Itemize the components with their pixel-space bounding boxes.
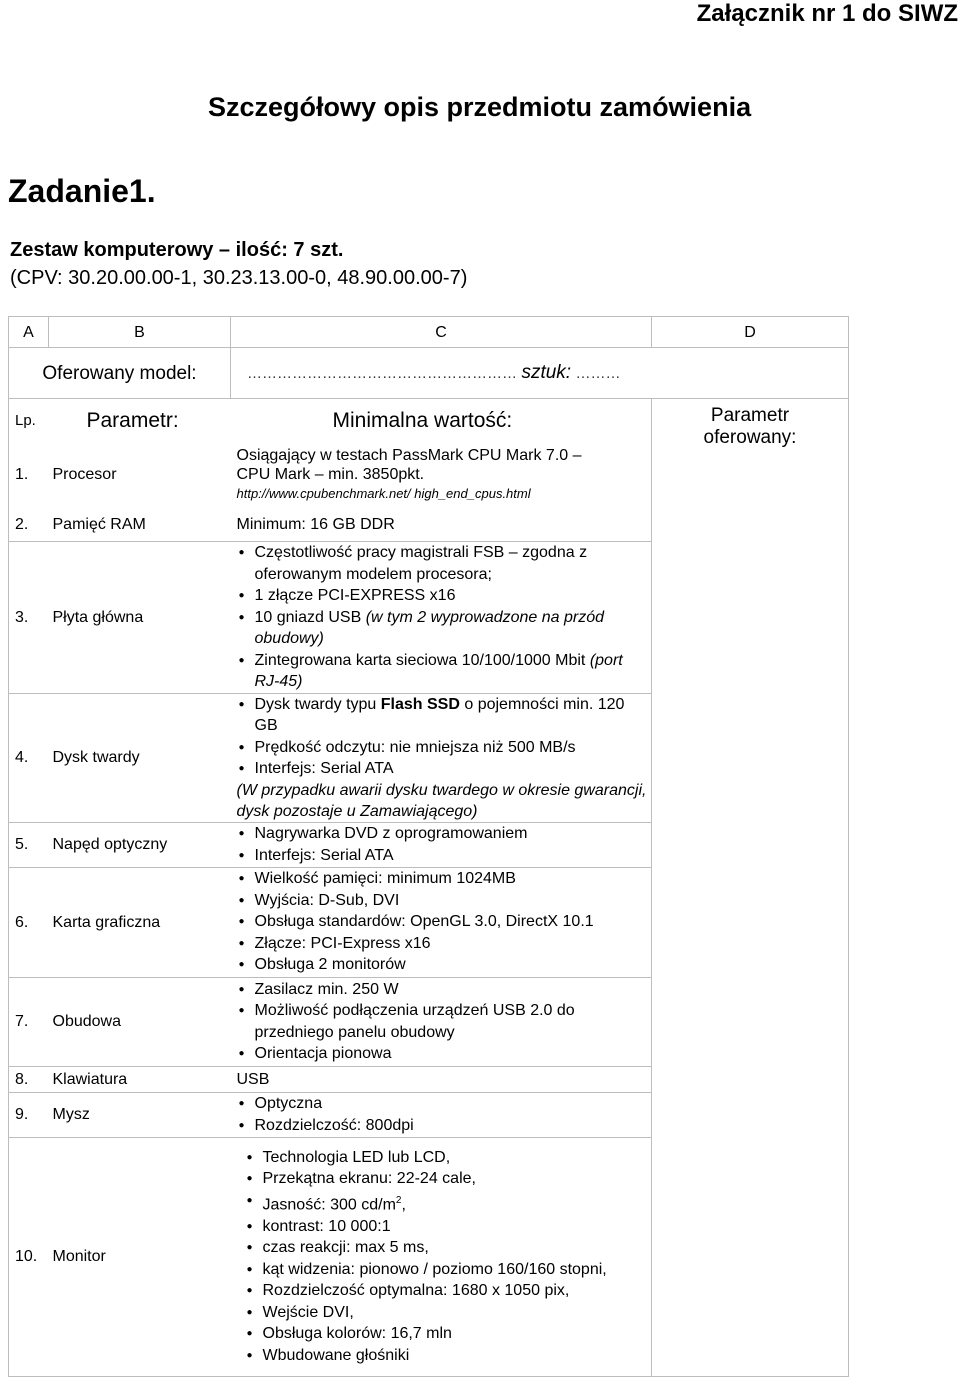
benchmark-link[interactable]: http://www.cpubenchmark.net/ high_end_cpus.html — [236, 485, 531, 501]
header-offered: Parametr oferowany: — [703, 405, 797, 448]
item-text: Dysk twardy typu — [254, 695, 381, 713]
row-number: 5. — [9, 822, 49, 867]
list-item: ● Możliwość podłączenia urządzeń USB 2.0 do przedniego panelu obudowy — [237, 1000, 652, 1043]
list-item: ● Interfejs: Serial ATA — [237, 845, 652, 867]
list-item: ● Złącze: PCI-Express x16 — [237, 933, 652, 955]
row-param-name: Karta graficzna — [49, 867, 231, 977]
row-number: 8. — [9, 1066, 49, 1092]
row-min-value — [231, 977, 652, 1066]
item-text: 10 gniazd USB — [254, 608, 366, 626]
list-item: ● 1 złącze PCI-EXPRESS x16 — [237, 585, 652, 607]
list-item: ● Obsługa standardów: OpenGL 3.0, DirectX 10.1 — [237, 911, 652, 933]
list-item: ● kąt widzenia: pionowo / poziomo 160/160 stopni, — [245, 1259, 652, 1281]
list-item: ● Przekątna ekranu: 22-24 cale, — [245, 1168, 652, 1190]
row-param-name: Klawiatura — [49, 1066, 231, 1092]
row-param-name: Procesor — [52, 465, 117, 483]
row-param-name: Płyta główna — [49, 542, 231, 694]
list-item: ● Wyjścia: D-Sub, DVI — [237, 890, 652, 912]
row-min-value — [231, 542, 652, 694]
item-note: (w tym 2 wyprowadzone na przód obudowy) — [254, 608, 605, 647]
list-item: ● Częstotliwość pracy magistrali FSB – zgodna z oferowanym modelem procesora; — [237, 542, 652, 585]
header-param: Parametr: — [86, 408, 179, 432]
row-param-name: Mysz — [49, 1092, 231, 1137]
row-number: 3. — [9, 542, 49, 694]
list-item — [237, 694, 652, 737]
list-item: ● czas reakcji: max 5 ms, — [245, 1237, 652, 1259]
column-letters-row — [9, 317, 849, 348]
task-heading: Zadanie1. — [8, 173, 156, 209]
row-param-name: Dysk twardy — [49, 693, 231, 822]
list-item — [237, 650, 652, 693]
row-param-name: Monitor — [49, 1137, 231, 1376]
list-item: ● Rozdzielczość: 800dpi — [237, 1115, 652, 1137]
row-number: 2. — [9, 507, 49, 542]
item-text: , — [401, 1196, 406, 1214]
item-note: (port RJ-45) — [254, 651, 623, 690]
row-number: 4. — [9, 693, 49, 822]
column-a: A — [9, 317, 49, 348]
set-quantity: Zestaw komputerowy – ilość: 7 szt. — [10, 239, 344, 261]
list-item: ● Orientacja pionowa — [237, 1043, 652, 1065]
offered-model-dots: ……………………………………………… — [247, 365, 517, 382]
item-text: o pojemności min. 120 GB — [254, 695, 625, 734]
row-number: 9. — [9, 1092, 49, 1137]
list-item — [237, 607, 652, 650]
row-min-value — [231, 1137, 652, 1376]
column-b: B — [49, 317, 231, 348]
row-param-name: Napęd optyczny — [49, 822, 231, 867]
list-item: ● Rozdzielczość optymalna: 1680 x 1050 pix, — [245, 1280, 652, 1302]
offered-param-column[interactable] — [652, 399, 849, 1377]
row-min-value — [231, 1092, 652, 1137]
offered-model-row — [9, 348, 849, 399]
list-item: ● Wielkość pamięci: minimum 1024MB — [237, 868, 652, 890]
row-param-name: Obudowa — [49, 977, 231, 1066]
list-item: ● Technologia LED lub LCD, — [245, 1147, 652, 1169]
warranty-note: (W przypadku awarii dysku twardego w okresie gwarancji, dysk pozostaje u Zamawiającego) — [236, 781, 647, 820]
row-min-value — [231, 822, 652, 867]
row-number: 6. — [9, 867, 49, 977]
column-c: C — [231, 317, 652, 348]
header-lp: Lp. — [9, 399, 49, 442]
list-item: ● Prędkość odczytu: nie mniejsza niż 500 MB/s — [237, 737, 652, 759]
list-item: ● kontrast: 10 000:1 — [245, 1216, 652, 1238]
header-min-value: Minimalna wartość: — [231, 399, 652, 442]
row-min-value — [231, 441, 652, 507]
item-emphasis: Flash SSD — [380, 695, 460, 713]
row-min-value — [231, 693, 652, 822]
column-d: D — [652, 317, 849, 348]
list-item: ● Obsługa kolorów: 16,7 mln — [245, 1323, 652, 1345]
list-item: ● Wbudowane głośniki — [245, 1345, 652, 1367]
document-title: Szczegółowy opis przedmiotu zamówienia — [208, 92, 752, 122]
units-dots: ……… — [575, 365, 621, 382]
item-text: Jasność: 300 cd/m — [262, 1196, 396, 1214]
cpv-codes: (CPV: 30.20.00.00-1, 30.23.13.00-0, 48.90.00.00-7) — [10, 267, 468, 289]
list-item: ● Optyczna — [237, 1093, 652, 1115]
annex-label: Załącznik nr 1 do SIWZ — [696, 0, 958, 27]
list-item — [245, 1190, 652, 1216]
list-item: ● Zasilacz min. 250 W — [237, 979, 652, 1001]
offered-model-field[interactable] — [231, 348, 849, 399]
row-number: 7. — [9, 977, 49, 1066]
value-line: Osiągający w testach PassMark CPU Mark 7.0 – — [236, 446, 582, 464]
item-text: Zintegrowana karta sieciowa 10/100/1000 Mbit — [254, 651, 590, 669]
list-item: ● Wejście DVI, — [245, 1302, 652, 1324]
row-number: 1. — [9, 441, 49, 507]
row-min-value: Minimum: 16 GB DDR — [231, 507, 652, 542]
list-item: ● Nagrywarka DVD z oprogramowaniem — [237, 823, 652, 845]
row-min-value: USB — [231, 1066, 652, 1092]
row-number: 10. — [9, 1137, 49, 1376]
specification-table — [8, 316, 849, 1377]
table-header-row — [9, 399, 849, 442]
item-superscript: 2 — [395, 1194, 402, 1206]
value-line: CPU Mark – min. 3850pkt. — [236, 465, 425, 483]
row-param-name: Pamięć RAM — [49, 507, 231, 542]
units-label: sztuk: — [521, 362, 572, 383]
list-item: ● Obsługa 2 monitorów — [237, 954, 652, 976]
offered-model-label: Oferowany model: — [9, 348, 231, 399]
row-min-value — [231, 867, 652, 977]
list-item: ● Interfejs: Serial ATA — [237, 758, 652, 780]
